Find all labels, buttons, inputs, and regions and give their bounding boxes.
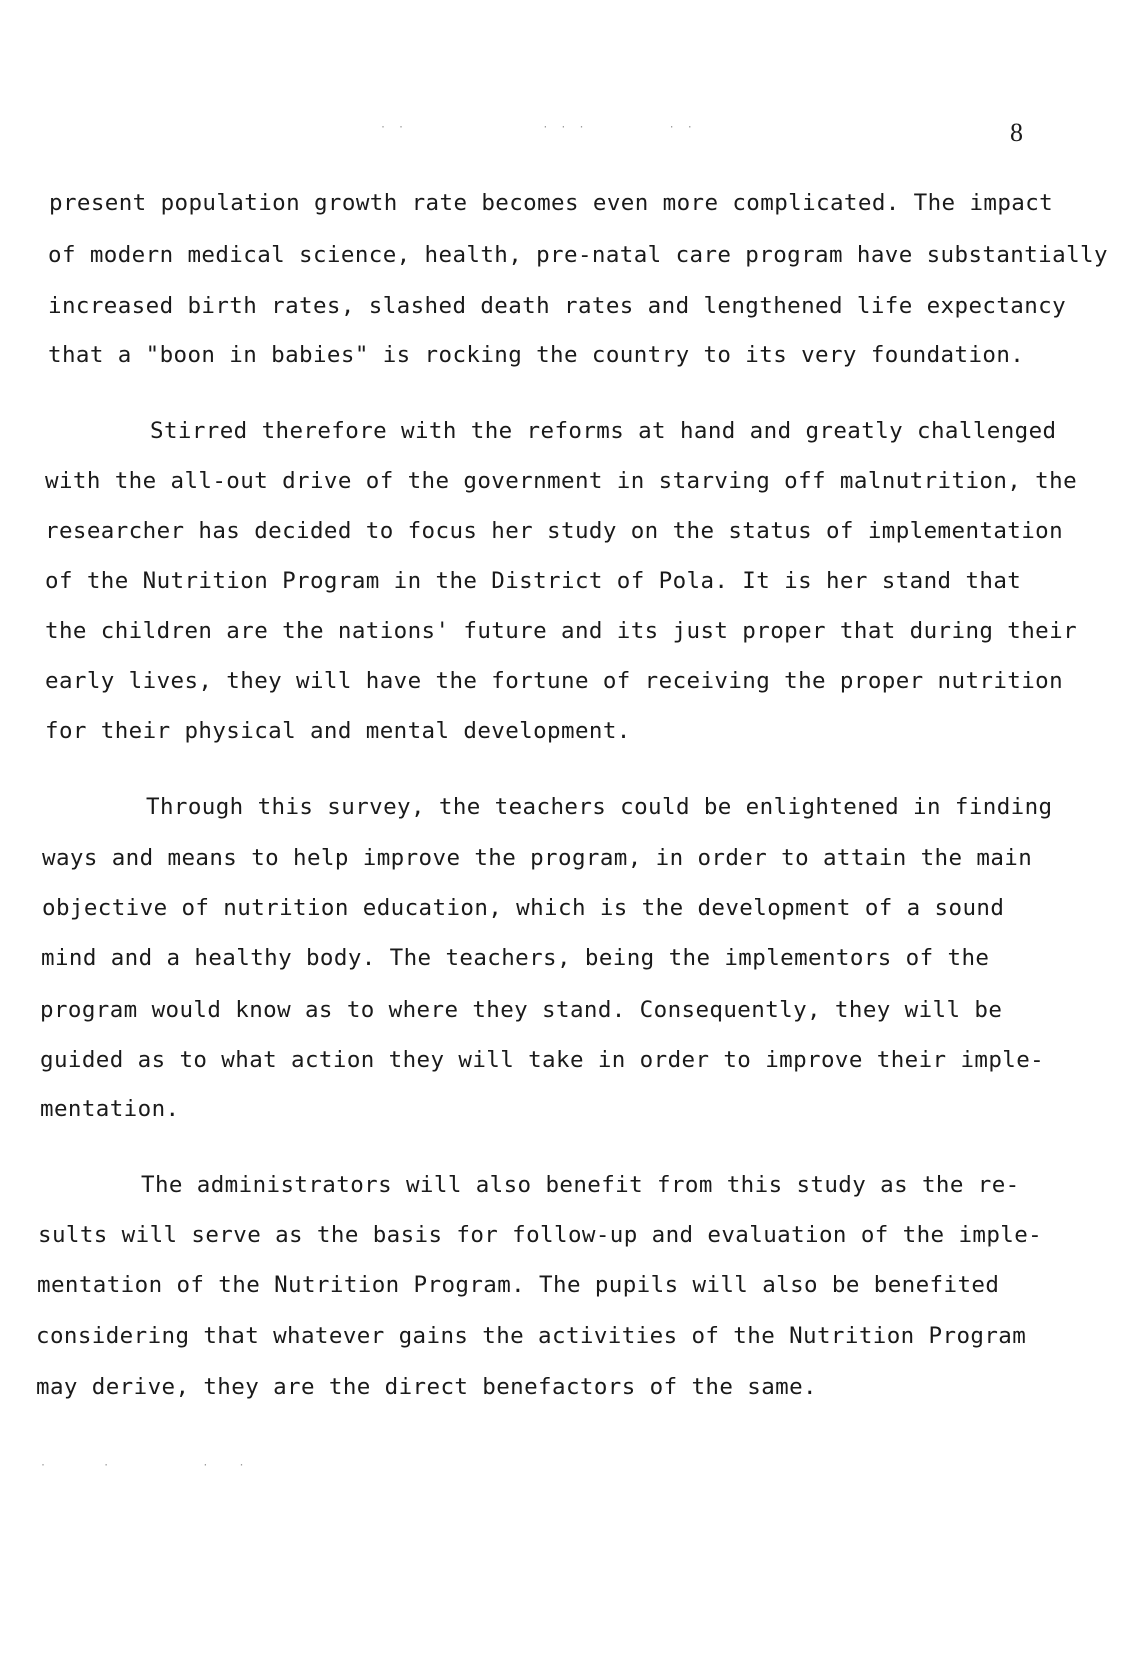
text-line: objective of nutrition education, which is the development of a sound bbox=[42, 895, 1005, 921]
scan-speckle: · · · · · · · bbox=[380, 122, 696, 133]
text-line: considering that whatever gains the activities of the Nutrition Program bbox=[36, 1323, 1027, 1349]
text-line: program would know as to where they stand. Consequently, they will be bbox=[40, 997, 1003, 1023]
scan-speckle: · · · · bbox=[40, 1460, 248, 1471]
text-line: early lives, they will have the fortune of receiving the proper nutrition bbox=[45, 668, 1064, 694]
text-line: The administrators will also benefit from this study as the re- bbox=[141, 1172, 1020, 1198]
text-line: of modern medical science, health, pre-natal care program have substantially bbox=[48, 242, 1108, 268]
text-line: guided as to what action they will take in order to improve their imple- bbox=[40, 1047, 1045, 1073]
text-line: present population growth rate becomes even more complicated. The impact bbox=[49, 190, 1054, 216]
text-line: mentation of the Nutrition Program. The pupils will also be benefited bbox=[37, 1272, 1000, 1298]
text-line: with the all-out drive of the government in starving off malnutrition, the bbox=[45, 468, 1078, 494]
text-line: researcher has decided to focus her study on the status of implementation bbox=[45, 518, 1064, 544]
text-line: the children are the nations' future and its just proper that during their bbox=[45, 618, 1078, 644]
text-line: increased birth rates, slashed death rates and lengthened life expectancy bbox=[48, 293, 1067, 319]
text-line: may derive, they are the direct benefactors of the same. bbox=[36, 1374, 817, 1400]
text-line: mind and a healthy body. The teachers, being the implementors of the bbox=[41, 945, 990, 971]
text-line: mentation. bbox=[40, 1096, 180, 1122]
text-line: ways and means to help improve the program, in order to attain the main bbox=[42, 845, 1033, 871]
text-line: sults will serve as the basis for follow-up and evaluation of the imple- bbox=[38, 1222, 1043, 1248]
text-line: of the Nutrition Program in the District of Pola. It is her stand that bbox=[45, 568, 1022, 594]
text-line: Stirred therefore with the reforms at hand and greatly challenged bbox=[150, 418, 1057, 444]
page-number: 8 bbox=[1010, 118, 1023, 147]
text-line: for their physical and mental development. bbox=[45, 718, 631, 744]
text-line: that a "boon in babies" is rocking the country to its very foundation. bbox=[48, 342, 1025, 368]
text-line: Through this survey, the teachers could be enlightened in finding bbox=[146, 794, 1053, 820]
